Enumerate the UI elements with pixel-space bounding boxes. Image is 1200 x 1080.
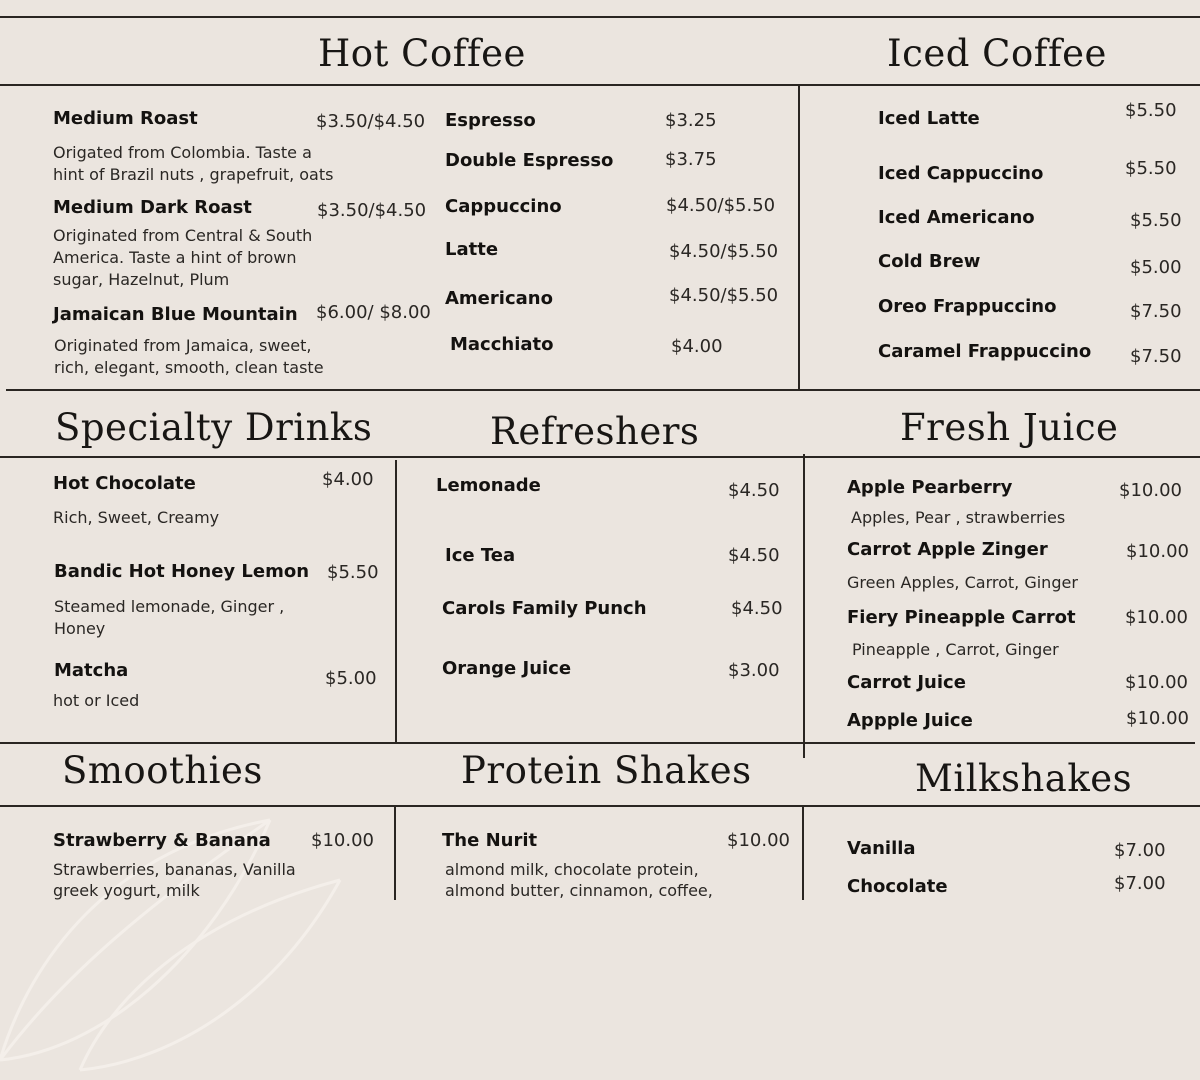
- menu-item-name: Medium Dark Roast: [53, 197, 252, 218]
- menu-item-name: Appple Juice: [847, 710, 973, 731]
- menu-item-name: Iced Latte: [878, 108, 980, 129]
- menu-item-description: Pineapple , Carrot, Ginger: [852, 640, 1059, 659]
- menu-item-price: $3.00: [728, 660, 780, 681]
- menu-item-price: $4.50: [728, 545, 780, 566]
- menu-item-description: Apples, Pear , strawberries: [851, 508, 1066, 527]
- menu-item-price: $3.50/$4.50: [316, 111, 426, 132]
- menu-item-description: almond butter, cinnamon, coffee,: [445, 881, 713, 900]
- menu-item-price: $10.00: [1125, 607, 1188, 628]
- menu-item-price: $5.00: [1130, 257, 1182, 278]
- divider-top: [0, 16, 1200, 18]
- menu-item-description: Origated from Colombia. Taste a: [53, 143, 312, 162]
- menu-item-description: sugar, Hazelnut, Plum: [53, 270, 230, 289]
- divider-refreshers-juice: [803, 454, 805, 758]
- menu-item-price: $10.00: [311, 830, 374, 851]
- menu-item-name: Oreo Frappuccino: [878, 296, 1057, 317]
- menu-item-name: Medium Roast: [53, 108, 198, 129]
- divider-iced-coffee-header: [800, 84, 1200, 86]
- divider-row1-bottom: [6, 389, 1200, 391]
- menu-item-price: $4.50/$5.50: [666, 195, 776, 216]
- menu-item-name: Strawberry & Banana: [53, 830, 271, 851]
- menu-item-price: $7.00: [1114, 873, 1166, 894]
- menu-item-name: Lemonade: [436, 475, 541, 496]
- menu-item-price: $10.00: [1126, 541, 1189, 562]
- menu-item-price: $7.50: [1130, 301, 1182, 322]
- section-title-smoothies: Smoothies: [62, 749, 263, 792]
- menu-item-name: Apple Pearberry: [847, 477, 1013, 498]
- divider-row2-bottom: [0, 742, 1195, 744]
- divider-smoothies-protein: [394, 806, 396, 900]
- menu-item-name: Bandic Hot Honey Lemon: [54, 561, 310, 582]
- menu-item-name: Carrot Juice: [847, 672, 966, 693]
- divider-specialty-refreshers: [395, 460, 397, 742]
- menu-item-name: Macchiato: [450, 334, 554, 355]
- menu-item-name: Vanilla: [847, 838, 916, 859]
- menu-item-price: $5.50: [1125, 100, 1177, 121]
- section-title-specialty-drinks: Specialty Drinks: [55, 406, 373, 449]
- menu-item-price: $4.50/$5.50: [669, 285, 779, 306]
- section-title-hot-coffee: Hot Coffee: [318, 32, 526, 75]
- divider-protein-milkshakes: [802, 806, 804, 900]
- menu-item-description: Originated from Central & South: [53, 226, 313, 245]
- menu-item-price: $10.00: [1126, 708, 1189, 729]
- menu-item-name: Caramel Frappuccino: [878, 341, 1092, 362]
- menu-item-name: Iced Cappuccino: [878, 163, 1044, 184]
- menu-item-description: Honey: [54, 619, 106, 638]
- menu-item-description: hint of Brazil nuts , grapefruit, oats: [53, 165, 334, 184]
- menu-item-name: Espresso: [445, 110, 536, 131]
- menu-item-name: Latte: [445, 239, 499, 260]
- menu-item-description: hot or Iced: [53, 691, 140, 710]
- menu-item-price: $4.00: [322, 469, 374, 490]
- menu-item-description: rich, elegant, smooth, clean taste: [54, 358, 324, 377]
- divider-row2-header: [0, 456, 1200, 458]
- menu-item-price: $4.50/$5.50: [669, 241, 779, 262]
- menu-item-name: Ice Tea: [445, 545, 516, 566]
- menu-item-name: Cappuccino: [445, 196, 562, 217]
- menu-item-description: Steamed lemonade, Ginger ,: [54, 597, 285, 616]
- section-title-fresh-juice: Fresh Juice: [900, 406, 1119, 449]
- leaf-decoration: [0, 760, 360, 1080]
- menu-item-price: $5.50: [327, 562, 379, 583]
- section-title-iced-coffee: Iced Coffee: [887, 32, 1107, 75]
- menu-item-price: $5.50: [1130, 210, 1182, 231]
- menu-item-price: $3.25: [665, 110, 717, 131]
- menu-item-price: $10.00: [1119, 480, 1182, 501]
- menu-item-name: Matcha: [54, 660, 129, 681]
- menu-item-name: Cold Brew: [878, 251, 981, 272]
- menu-item-price: $5.00: [325, 668, 377, 689]
- menu-item-name: Orange Juice: [442, 658, 572, 679]
- menu-item-price: $10.00: [1125, 672, 1188, 693]
- menu-item-price: $4.50: [728, 480, 780, 501]
- menu-item-description: America. Taste a hint of brown: [53, 248, 297, 267]
- menu-item-price: $3.75: [665, 149, 717, 170]
- menu-item-price: $4.00: [671, 336, 723, 357]
- menu-item-description: Strawberries, bananas, Vanilla: [53, 860, 296, 879]
- menu-item-price: $4.50: [731, 598, 783, 619]
- menu-item-price: $7.50: [1130, 346, 1182, 367]
- menu-item-description: Originated from Jamaica, sweet,: [54, 336, 312, 355]
- menu-item-name: The Nurit: [442, 830, 538, 851]
- menu-item-description: Rich, Sweet, Creamy: [53, 508, 220, 527]
- menu-item-name: Carols Family Punch: [442, 598, 647, 619]
- menu-item-name: Hot Chocolate: [53, 473, 196, 494]
- menu-item-description: almond milk, chocolate protein,: [445, 860, 699, 879]
- menu-item-name: Carrot Apple Zinger: [847, 539, 1048, 560]
- menu-item-description: Green Apples, Carrot, Ginger: [847, 573, 1078, 592]
- menu-item-price: $5.50: [1125, 158, 1177, 179]
- divider-hot-iced: [798, 86, 800, 390]
- divider-row3-header: [0, 805, 1200, 807]
- divider-hot-coffee-header: [0, 84, 800, 86]
- menu-item-price: $3.50/$4.50: [317, 200, 427, 221]
- section-title-protein-shakes: Protein Shakes: [461, 749, 752, 792]
- menu-item-name: Chocolate: [847, 876, 948, 897]
- menu-item-description: greek yogurt, milk: [53, 881, 200, 900]
- menu-item-name: Jamaican Blue Mountain: [53, 304, 298, 325]
- section-title-refreshers: Refreshers: [490, 410, 700, 453]
- menu-item-price: $6.00/ $8.00: [316, 302, 431, 323]
- menu-item-price: $10.00: [727, 830, 790, 851]
- menu-item-name: Americano: [445, 288, 553, 309]
- section-title-milkshakes: Milkshakes: [915, 757, 1133, 800]
- menu-item-name: Iced Americano: [878, 207, 1035, 228]
- menu-item-price: $7.00: [1114, 840, 1166, 861]
- menu-item-name: Double Espresso: [445, 150, 614, 171]
- menu-item-name: Fiery Pineapple Carrot: [847, 607, 1076, 628]
